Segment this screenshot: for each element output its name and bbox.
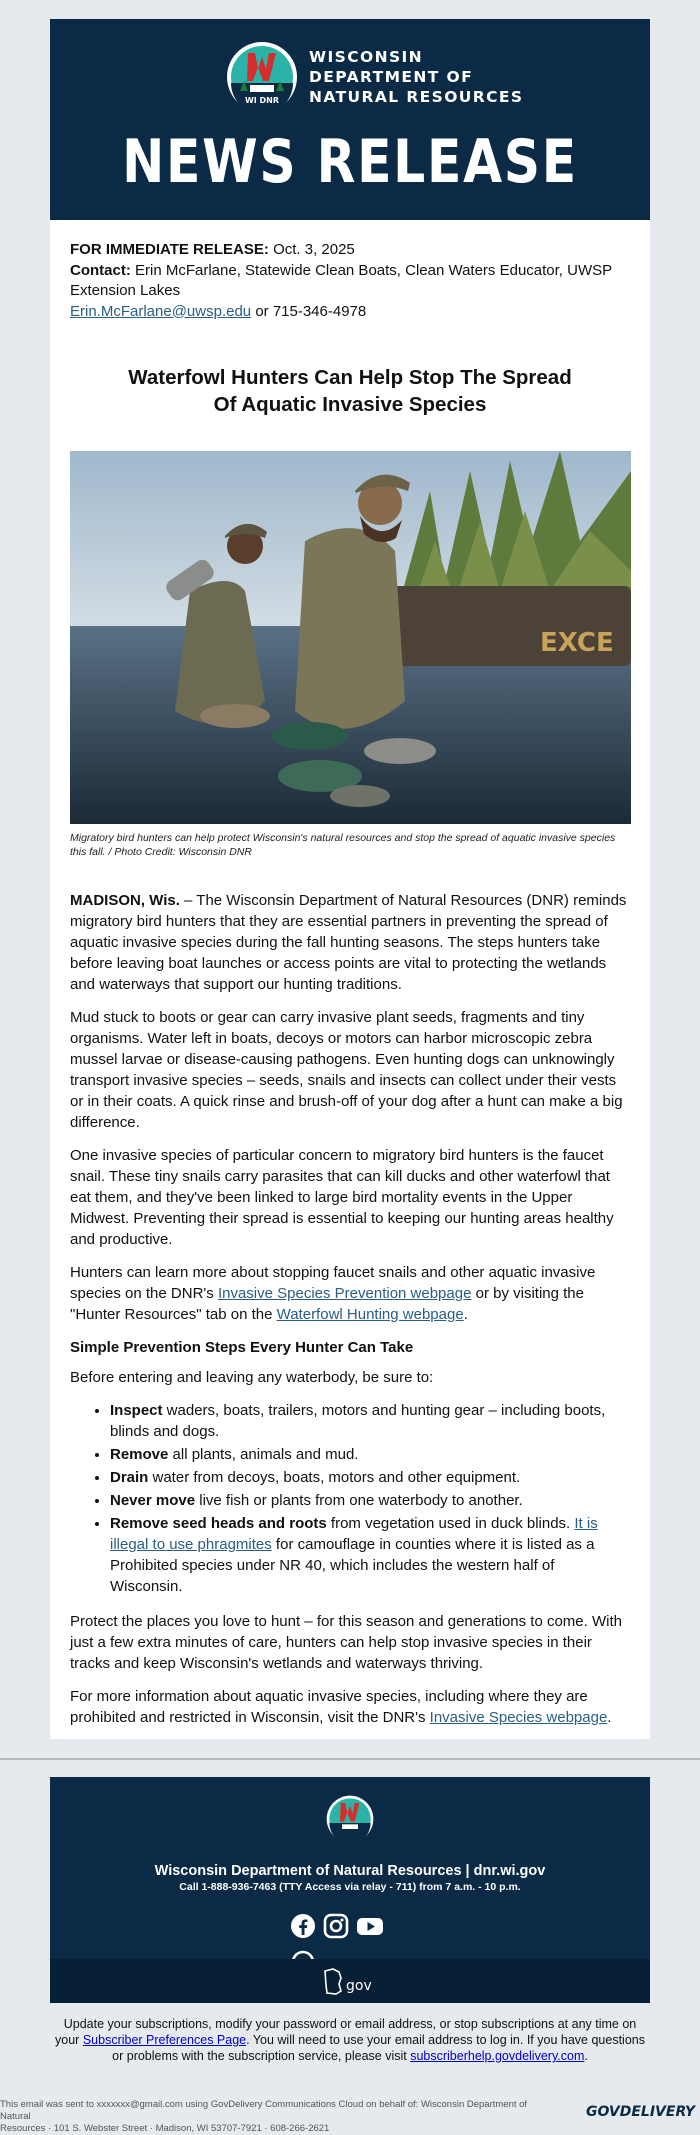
- invasive-species-prevention-link[interactable]: Invasive Species Prevention webpage: [217, 1285, 472, 1302]
- article-title: [90, 364, 610, 418]
- facebook-icon[interactable]: [289, 1912, 317, 1940]
- subscription-notice: [50, 2016, 650, 2064]
- title-line-2: Of Aquatic Invasive Species: [213, 393, 487, 416]
- news-release-heading: NEWS RELEASE: [122, 127, 578, 197]
- paragraph-6: [70, 1686, 630, 1728]
- paragraph-4: [70, 1262, 630, 1325]
- step-never-move-bold: Never move: [110, 1492, 196, 1509]
- step-inspect-text: waders, boats, trailers, motors and hunting gear – including boots, blinds and dogs.: [110, 1402, 606, 1440]
- footer-banner: [50, 1777, 650, 2003]
- step-never-move: [110, 1490, 630, 1511]
- title-line-1: Waterfowl Hunters Can Help Stop The Spread: [128, 366, 572, 389]
- step-remove-bold: Remove: [110, 1446, 169, 1463]
- paragraph-3: One invasive species of particular concern to migratory bird hunters is the faucet snail. These tiny snails carry parasites that can kill ducks and other waterfowl that eat them, and they've been linked to large bird mortality events in the Upper Midwest. Preventing their spread is essential to keeping our hunting areas healthy and productive.: [70, 1147, 614, 1248]
- subscriber-help-link[interactable]: subscriberhelp.govdelivery.com: [410, 2049, 585, 2063]
- step-seed-heads-text: from vegetation used in duck blinds.: [326, 1515, 575, 1532]
- header-banner: [50, 19, 650, 220]
- org-line-1: WISCONSIN: [309, 48, 424, 66]
- invasive-species-link[interactable]: Invasive Species webpage: [429, 1709, 608, 1726]
- org-line-3: NATURAL RESOURCES: [309, 88, 524, 106]
- paragraph-5: Protect the places you love to hunt – for this season and generations to come. With just a few extra minutes of care, hunters can help stop invasive species in their tracks and keep Wisconsin's wetlands and waterways thriving.: [70, 1613, 622, 1672]
- legal-line-1: This email was sent to xxxxxxx@gmail.com using GovDelivery Communications Cloud on behalf of: Wisconsin Department of Natural: [0, 2099, 528, 2122]
- logo-text: WI DNR: [244, 96, 280, 105]
- paragraph-6-text-b: .: [607, 1709, 612, 1726]
- step-drain: [110, 1467, 630, 1488]
- paragraph-4-text-b: or by visiting the "Hunter Resources" tab on the: [70, 1285, 584, 1323]
- contact-text: Erin McFarlane, Statewide Clean Boats, Clean Waters Educator, UWSP Extension Lakes: [70, 261, 612, 299]
- footer-dnr-logo: [326, 1795, 374, 1843]
- step-remove: [110, 1444, 630, 1465]
- govdelivery-logo[interactable]: [586, 2101, 696, 2119]
- org-name: [309, 47, 523, 107]
- wigov-text: gov: [346, 1978, 372, 1994]
- paragraph-1-text: – The Wisconsin Department of Natural Resources (DNR) reminds migratory bird hunters that they are essential partners in preventing the spread of aquatic invasive species during the fall hunting seasons. The steps hunters take before leaving boat launches or access points are vital to protecting the wetlands and waterways that support our hunting traditions.: [70, 892, 627, 993]
- subscriber-preferences-link[interactable]: Subscriber Preferences Page: [82, 2033, 247, 2047]
- step-seed-heads-tail: for camouflage in counties where it is listed as a Prohibited species under NR 40, which includes the western half of Wisconsin.: [110, 1536, 595, 1595]
- contact-phone: or 715-346-4978: [255, 302, 367, 320]
- contact-label: Contact:: [70, 261, 131, 279]
- paragraph-6-text-a: For more information about aquatic invasive species, including where they are prohibited and restricted in Wisconsin, visit the DNR's: [70, 1688, 588, 1726]
- instagram-icon[interactable]: [322, 1912, 350, 1940]
- steps-intro: Before entering and leaving any waterbody, be sure to:: [70, 1369, 434, 1386]
- legal-line-2: Resources · 101 S. Webster Street · Madison, WI 53707-7921 · 608-266-2621: [0, 2123, 330, 2134]
- footer-bar: [50, 1959, 650, 2003]
- step-drain-text: water from decoys, boats, motors and other equipment.: [148, 1469, 521, 1486]
- waterfowl-hunting-link[interactable]: Waterfowl Hunting webpage: [276, 1306, 464, 1323]
- email-card: [50, 19, 650, 1739]
- legal-footer: [0, 2099, 560, 2135]
- subscription-text-b: . You will need to use your email address to log in. If you have questions or problems with the subscription service, please visit: [112, 2033, 645, 2063]
- contact-email-link[interactable]: Erin.McFarlane@uwsp.edu: [70, 302, 252, 320]
- org-line-2: DEPARTMENT OF: [309, 68, 474, 86]
- paragraph-1: [70, 890, 630, 995]
- hunters-photo: [70, 451, 631, 824]
- phragmites-link[interactable]: It is illegal to use phragmites: [110, 1515, 598, 1553]
- release-date: Oct. 3, 2025: [273, 241, 355, 258]
- wisconsin-gov-logo[interactable]: [322, 1967, 378, 1997]
- step-inspect-bold: Inspect: [110, 1402, 163, 1419]
- footer-org-name: Wisconsin Department of Natural Resources | dnr.wi.gov: [154, 1863, 546, 1879]
- prevention-steps-list: [70, 1400, 630, 1597]
- article-body: [70, 890, 630, 1740]
- step-never-move-text: live fish or plants from one waterbody to another.: [195, 1492, 523, 1509]
- step-seed-heads-bold: Remove seed heads and roots: [110, 1515, 327, 1532]
- release-meta: [70, 240, 630, 322]
- govdelivery-text: GOVDELIVERY: [586, 2104, 696, 2119]
- photo-caption: Migratory bird hunters can help protect Wisconsin's natural resources and stop the spread of aquatic invasive species this fall. / Photo Credit: Wisconsin DNR: [70, 832, 616, 858]
- social-links: [289, 1912, 411, 1940]
- divider: [0, 1758, 700, 1760]
- paragraph-2: Mud stuck to boots or gear can carry invasive plant seeds, fragments and tiny organisms. Water left in boats, decoys or motors can harbor microscopic zebra mussel larvae or disease-causing pathogens. Even hunting dogs can unknowingly transport invasive species – seeds, snails and insects can collect under their vests or in their coats. A quick rinse and brush-off of your dog after a hunt can make a big difference.: [70, 1009, 623, 1131]
- step-inspect: [110, 1400, 630, 1442]
- dateline: MADISON, Wis.: [70, 892, 180, 909]
- paragraph-4-text-c: .: [463, 1306, 468, 1323]
- wi-dnr-logo: [226, 41, 298, 113]
- release-label: FOR IMMEDIATE RELEASE:: [70, 241, 269, 258]
- footer-phone: Call 1-888-936-7463 (TTY Access via relay - 711) from 7 a.m. - 10 p.m.: [179, 1881, 521, 1893]
- youtube-icon[interactable]: [356, 1912, 384, 1940]
- step-seed-heads: [110, 1513, 630, 1597]
- boat-text: EXCE: [540, 628, 614, 658]
- subscription-text-a: Update your subscriptions, modify your password or email address, or stop subscriptions at any time on your: [55, 2017, 637, 2047]
- step-drain-bold: Drain: [110, 1469, 149, 1486]
- paragraph-4-text-a: Hunters can learn more about stopping faucet snails and other aquatic invasive species on the DNR's: [70, 1264, 596, 1302]
- subscription-text-c: .: [584, 2049, 588, 2063]
- step-remove-text: all plants, animals and mud.: [168, 1446, 359, 1463]
- prevention-subhead: Simple Prevention Steps Every Hunter Can Take: [70, 1339, 414, 1356]
